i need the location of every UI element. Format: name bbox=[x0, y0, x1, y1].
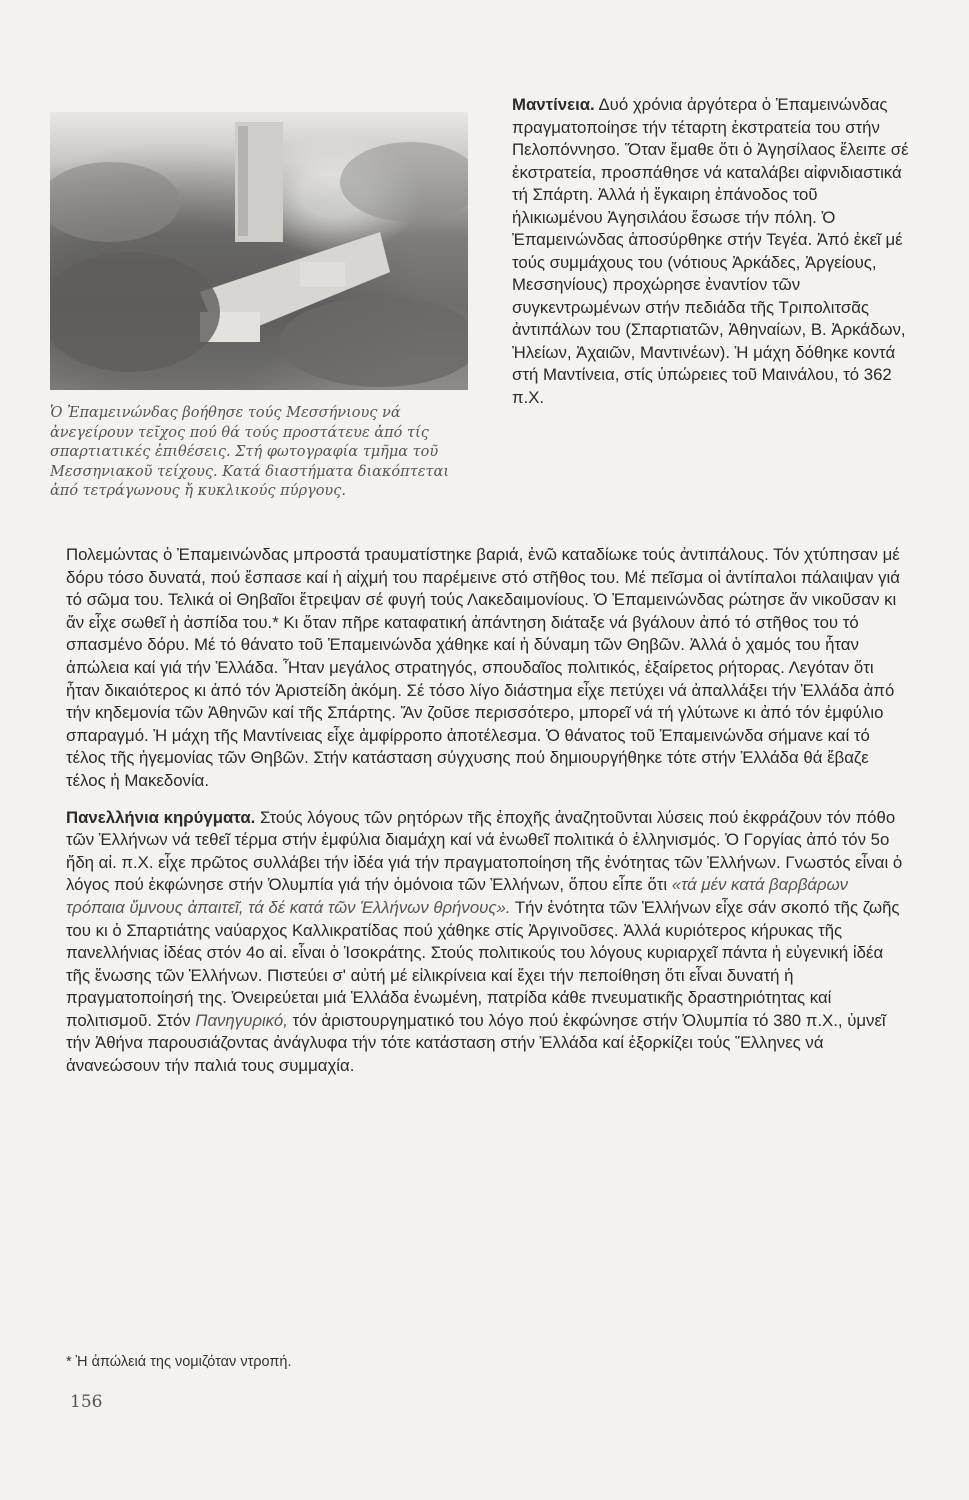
wall-block bbox=[300, 262, 345, 287]
page-number: 156 bbox=[70, 1392, 103, 1412]
photo-caption: Ὁ Ἐπαμεινώνδας βοήθησε τούς Μεσσήνιους νά ἀνεγείρουν τεῖχος πού θά τούς προστάτευε ἀπό τίς σπαρτιατικές ἐπιθέσεις. Στή φωτογραφία τμῆμα τοῦ Μεσσηνιακοῦ τείχους. Κατά διαστήματα διακόπτεται ἀπό τετράγωνους ἤ κυκλικούς πύργους. bbox=[50, 405, 449, 499]
main-text bbox=[66, 544, 908, 1078]
ruined-tower-photo-icon bbox=[50, 112, 468, 390]
panhellenic-text-a: Στούς λόγους τῶν ρητόρων τῆς ἐποχῆς ἀναζητοῦνται λύσεις πού ἐκφράζουν τόν πόθο τῶν Ἑλλήνων νά τεθεῖ τέρμα στήν ἐμφύλια διαμάχη καί νά ἑνωθεῖ πολιτικά ὁ ἑλληνισμός. Ὁ Γοργίας ἀπό τόν 5ο ἤδη αἰ. π.Χ. εἶχε πρῶτος συλλάβει τήν ἰδέα γιά τήν πραγματοποίηση τῆς ἑνότητας τῶν Ἑλλήνων. Γνωστός εἶναι ὁ λόγος πού ἐκφώνησε στήν Ὀλυμπία γιά τήν ὁμόνοια τῶν Ἑλλήνων, ὅπου εἶπε ὅτι bbox=[66, 807, 903, 895]
gorgias-quote: «τά μέν κατά βαρβάρων τρόπαια ὕμνους ἀπαιτεῖ, τά δέ κατά τῶν Ἑλλήνων θρήνους». bbox=[66, 875, 849, 917]
panhellenic-text-c: τόν ἀριστουργηματικό του λόγο πού ἐκφώνησε στήν Ὀλυμπία τό 380 π.Χ., ὑμνεῖ τήν Ἀθήνα παρουσιάζοντας ἀνάγλυφα τήν τότε κατάσταση στήν Ἑλλάδα καί ἐξορκίζει τούς Ἕλληνες νά ἀνανεώσουν τήν παλιά τους συμμαχία. bbox=[66, 1010, 886, 1076]
bush-shape bbox=[50, 252, 220, 372]
panhellenic-text-b: Τήν ἑνότητα τῶν Ἑλλήνων εἶχε σάν σκοπό τῆς ζωῆς του κι ὁ Σπαρτιάτης ναύαρχος Καλλικρατίδας πού χάθηκε στίς Ἀργινοῦσες. Ἀλλά κυριότερος κήρυκας τῆς πανελλήνιας ἰδέας στόν 4ο αἰ. εἶναι ὁ Ἰσοκράτης. Στούς πολιτικούς του λόγους κυριαρχεῖ πάντα ἡ εὐγενική ἰδέα τῆς ἕνωσης τῶν Ἑλλήνων. Πιστεύει σ' αὐτή μέ εἰλικρίνεια καί ἔχει τήν πεποίθηση ὅτι εἶναι δυνατή ἡ πραγματοποίησή της. Ὀνειρεύεται μιά Ἑλλάδα ἑνωμένη, πατρίδα κάθε πνευματικῆς δραστηριότητας καί πολιτισμοῦ. Στόν bbox=[66, 897, 900, 1030]
work-title: Πανηγυρικό, bbox=[195, 1010, 288, 1030]
section-heading-mantineia: Μαντίνεια. bbox=[512, 95, 595, 114]
tower-shadow bbox=[238, 126, 248, 236]
mantineia-intro bbox=[512, 94, 910, 409]
panhellenic-paragraph bbox=[66, 807, 908, 1078]
mantineia-paragraph: Πολεμώντας ὁ Ἐπαμεινώνδας μπροστά τραυματίστηκε βαριά, ἐνῶ καταδίωκε τούς ἀντιπάλους. Τόν χτύπησαν μέ δόρυ τόσο δυνατά, πού ἔσπασε καί ἡ αἰχμή του παρέμεινε στό στῆθος του. Μέ πεῖσμα οἱ ἀντίπαλοι πάλαιψαν γιά τό σῶμα του. Τελικά οἱ Θηβαῖοι ἔτρεψαν σέ φυγή τούς Λακεδαιμονίους. Ὁ Ἐπαμεινώνδας ρώτησε ἄν νικοῦσαν κι ἄν εἶχε σωθεῖ ἡ ἀσπίδα του.* Κι ὅταν πῆρε καταφατική ἀπάντηση διάταξε νά βγάλουν ἀπό τό στῆθος του τό σπασμένο δόρυ. Μέ τό θάνατο τοῦ Ἐπαμεινώνδα χάθηκε καί ἡ δύναμη τῶν Θηβῶν. Ἀλλά ὁ χαμός του ἦταν ἀπώλεια καί γιά τήν Ἑλλάδα. Ἦταν μεγάλος στρατηγός, σπουδαῖος πολιτικός, ἐξαίρετος ρήτορας. Λεγόταν ὅτι ἦταν δικαιότερος κι ἀπό τόν Ἀριστείδη ἀκόμη. Σέ τόσο λίγο διάστημα εἶχε πετύχει νά ἀπαλλάξει τήν Ἑλλάδα ἀπό τήν κηδεμονία τῶν Ἀθηνῶν καί τῆς Σπάρτης. Ἄν ζοῦσε περισσότερο, μπορεῖ νά τή γλύτωνε κι ἀπό τόν ἐμφύλιο σπαραγμό. Ἡ μάχη τῆς Μαντίνειας εἶχε ἀμφίρροπο ἀποτέλεσμα. Ὁ θάνατος τοῦ Ἐπαμεινώνδα σήμανε καί τό τέλος τῆς ἡγεμονίας τῶν Θηβῶν. Στήν κατάσταση σύγχυσης πού δημιουργήθηκε τότε στήν Ἑλλάδα θά ἔβαζε τέλος ἡ Μακεδονία. bbox=[66, 545, 900, 790]
bush-shape bbox=[340, 142, 468, 222]
photo-drawing bbox=[50, 112, 468, 390]
bush-shape bbox=[50, 162, 180, 242]
footnote: * Ἡ ἀπώλειά της νομιζόταν ντροπή. bbox=[66, 1354, 292, 1370]
mantineia-intro-text: Δυό χρόνια ἀργότερα ὁ Ἐπαμεινώνδας πραγματοποίησε τήν τέταρτη ἐκστρατεία του στήν Πελοπόννησο. Ὅταν ἔμαθε ὅτι ὁ Ἀγησίλαος ἔλειπε σέ ἐκστρατεία, προσπάθησε νά καταλάβει αἰφνιδιαστικά τή Σπάρτη. Ἀλλά ἡ ἔγκαιρη ἐπάνοδος τοῦ ἡλικιωμένου Ἀγησιλάου ἔσωσε τήν πόλη. Ὁ Ἐπαμεινώνδας ἀποσύρθηκε στήν Τεγέα. Ἀπό ἐκεῖ μέ τούς συμμάχους του (νότιους Ἀρκάδες, Ἀργείους, Μεσσηνίους) προχώρησε ἐναντίον τῶν συγκεντρωμένων στήν πεδιάδα τῆς Τριπολιτσᾶς ἀντιπάλων του (Σπαρτιατῶν, Ἀθηναίων, Β. Ἀρκάδων, Ἠλείων, Ἀχαιῶν, Μαντινέων). Ἡ μάχη δόθηκε κοντά στή Μαντίνεια, στίς ὑπώρειες τοῦ Μαινάλου, τό 362 π.Χ. bbox=[512, 95, 909, 407]
section-heading-panhellenic: Πανελλήνια κηρύγματα. bbox=[66, 807, 256, 827]
bush-shape bbox=[280, 297, 468, 387]
